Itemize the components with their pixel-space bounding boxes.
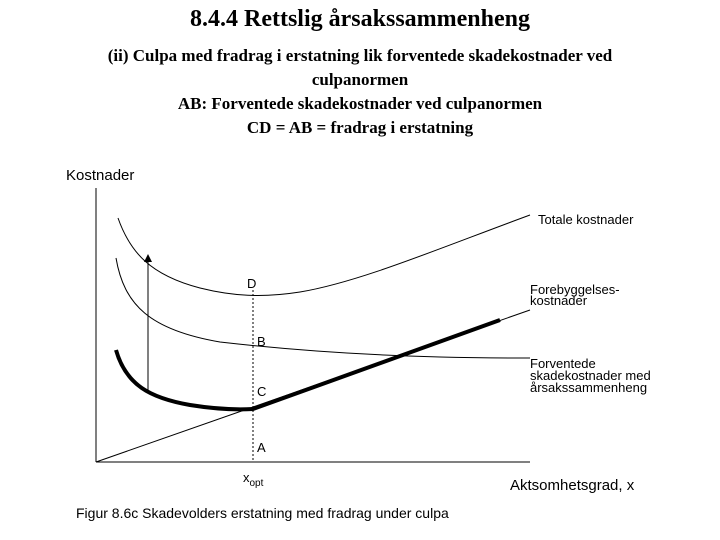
expected-damage-label-1: Forventede [530, 356, 596, 371]
prevention-cost-label-2: kostnader [530, 293, 588, 308]
x-axis-label: Aktsomhetsgrad, x [510, 477, 635, 494]
expected-damage-label-2: skadekostnader med [530, 368, 651, 383]
expected-damage-label-3: årsakssammenheng [530, 380, 648, 395]
x-opt-label: $x_{opt}$ [243, 470, 264, 489]
point-c-label: C [257, 384, 267, 399]
total-cost-label: Totale kostnader [538, 212, 634, 227]
prevention-cost-label-1: Forebyggelses- [530, 282, 620, 297]
point-d-label: D [247, 276, 257, 291]
injurer-cost-curve [116, 320, 500, 409]
total-cost-curve [118, 215, 530, 295]
figure-caption: Figur 8.6c Skadevolders erstatning med fradrag under culpa [76, 505, 449, 521]
expected-damage-curve [116, 258, 530, 358]
subtitle-line-1: (ii) Culpa med fradrag i erstatning lik forventede skadekostnader ved [107, 46, 613, 65]
point-a-label: A [257, 440, 266, 455]
subtitle-line-4: CD = AB = fradrag i erstatning [246, 118, 474, 137]
subtitle-line-3: AB: Forventede skadekostnader ved culpanormen [177, 94, 543, 113]
subtitle-line-2: culpanormen [311, 70, 409, 89]
y-axis-label: Kostnader [66, 167, 135, 184]
page-title: 8.4.4 Rettslig årsakssammenheng [190, 6, 530, 32]
point-b-label: B [257, 334, 266, 349]
